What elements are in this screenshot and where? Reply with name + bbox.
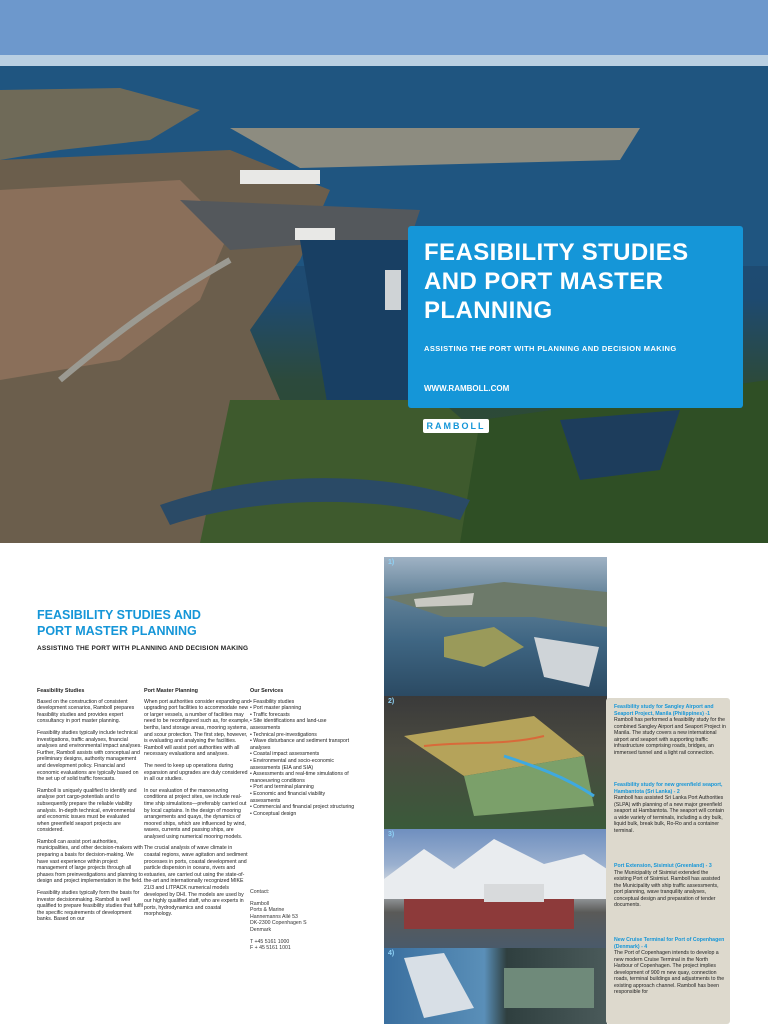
photo-sisimiut-harbour [384,829,607,948]
list-item: • Wave disturbance and sediment transport analyses [250,738,350,751]
paragraph: In our evaluation of the manoeuvring conditions at project sites, we include real-time ship simulations—preferably carried out by local captains. In the design of mooring arrangements and quays, the dynamics of moored ships, which are influenced by wind, waves, currents and passing ships, are analysed using numerical mooring models. [144,787,247,840]
paragraph: The need to keep up operations during expansion and upgrades are duly considered in all our studies. [144,762,248,783]
caption-title: New Cruise Terminal for Port of Copenhagen (Denmark) - 4 [614,937,725,950]
list-item: • Assessments and real-time simulations of manoeuvring conditions [250,771,349,784]
list-item: • Technical pre-investigations [250,731,317,738]
list-item: • Coastal impact assessments [250,751,320,758]
caption-title: Feasibility study for new greenfield seaport, Hambantota (Sri Lanka) - 2 [614,782,723,795]
caption-entry [614,863,726,909]
list-item: • Port and terminal planning [250,784,314,791]
caption-title: Port Extension, Sisimiut (Greenland) - 3 [614,863,712,869]
port-rendering-graphic [384,557,607,696]
photo-number: 2) [388,698,395,705]
list-item: • Port master planning [250,705,302,712]
paragraph: Ramboll can assist port authorities, municipalities, and other decision-makers with preparing a basis for decision-making. We have vast experience within project management of large projects through all phases from preinvestigations and planning to design and project implementation in the field. [37,838,143,885]
paragraph: Ramboll is uniquely qualified to identify and analyse port cargo-potentials and to subsequently prepare the reliable viability analysis. In-depth technical, environmental and economic issues must be evaluated when greenfield seaport projects are considered. [37,787,137,834]
contact-unit: Ports & Marine [250,907,285,914]
list-item: • Traffic forecasts [250,711,290,718]
column-heading: Feasibility Studies [37,688,85,694]
caption-title: Feasibility study for Sangley Airport and Seaport Project, Manila (Philippines) -1 [614,704,714,717]
caption-entry [614,704,726,756]
contact-street: Hannemanns Allé 53 [250,913,298,920]
photo-copenhagen-cruise [384,948,607,1024]
map-and-simulator-graphic [384,948,607,1024]
list-item: • Site identifications and land-use assessments [250,718,327,731]
contact-block [250,889,330,952]
cover-subtitle: ASSISTING THE PORT WITH PLANNING AND DECISION MAKING [424,344,677,353]
column-heading: Our Services [250,688,284,694]
cover-url-link[interactable]: WWW.RAMBOLL.COM [424,384,510,393]
caption-body: Ramboll has performed a feasibility study for the combined Sangley Airport and Seaport Project in Manila. The study covers a new international airport and seaport with supporting traffic infrastructure comprising roads, bridges, an immersed tunnel and a light rail connection. [614,717,726,756]
column-heading: Port Master Planning [144,688,198,694]
list-item: • Feasibility studies [250,698,295,705]
paragraph: When port authorities consider expanding and upgrading port facilities to accommodate new or larger vessels, a number of facilities may need to be reconfigured such as, for example, berths, land storage areas, mooring systems, and scour protection. The first step, however, is evaluating and analysing the facilities. Ramboll will assist port authorities with all necessary evaluations and analyses. [144,698,250,758]
caption-entry [614,937,726,996]
contact-company: Ramboll [250,900,270,907]
photo-number: 4) [388,950,395,957]
caption-body: The Port of Copenhagen intends to develop a new modern Cruise Terminal in the North Harbour of Copenhagen. The project implies development of 900 m new quay, connection roads, terminal buildings and adjustments to the existing approach channel. Ramboll has been responsible for [614,950,725,995]
contact-phone: T +45 5161 1000 [250,938,290,945]
list-item: • Economic and financial viability assessments [250,790,326,804]
photo-number: 3) [388,831,395,838]
port-model-graphic [384,696,607,829]
ramboll-logo: RAMBOLL [423,419,489,433]
paragraph: Based on the construction of consistent development scenarios, Ramboll prepares feasibility studies and provides expert consultancy in port master planning. [37,698,135,725]
caption-sidebar [606,698,730,1024]
caption-body: The Municipality of Sisimiut extended the existing Port of Sisimiut. Ramboll has assisted the Municipality with ship traffic assessments, port planning, wave tranquility analyses, conceptual design and preparation of tender documents. [614,869,721,908]
brochure-page [0,543,768,1024]
caption-body: Ramboll has assisted Sri Lanka Port Authorities (SLPA) with planning of a new major greenfield seaport at Hambantota. The seaport will contain a wide variety of terminals, including a dry bulk, liquid bulk, break bulk, Ro-Ro and a container terminal. [614,795,725,834]
cover-title-panel [408,226,743,408]
photo-number: 1) [388,559,395,566]
column-our-services [250,688,356,817]
contact-fax: F + 45 5161 1001 [250,945,291,952]
page-subtitle: ASSISTING THE PORT WITH PLANNING AND DECISION MAKING [37,645,249,652]
contact-city: DK-2300 Copenhagen S [250,920,307,927]
paragraph: The crucial analysis of wave climate in coastal regions, wave agitation and sediment processes in ports, coastal development and particle dispersion in oceans, rivers and estuaries, are carried out using the state-of-the-art and internationally recognized MIKE 21/3 and LITPACK numerical models developed by DHI. The models are used by our highly qualified staff, who are experts in ports, hydrodynamics and coastal morphology. [144,845,248,918]
cover-title: FEASIBILITY STUDIES AND PORT MASTER PLANNING [424,239,689,324]
list-item: • Commercial and financial project structuring [250,804,355,811]
column-port-master-planning [144,688,250,923]
contact-label: Contact: [250,889,270,895]
photo-hambantota-model [384,696,607,829]
photo-sangley-rendering [384,557,607,696]
services-list [250,699,356,818]
caption-entry [614,782,726,834]
paragraph: Feasibility studies typically form the basis for investor decisionmaking. Ramboll is well qualified to prepare feasibility studies that fulfil the specific requirements of development banks. Based on our [37,890,143,923]
column-feasibility [37,688,143,928]
list-item: • Environmental and socio-economic assessments (EIA and SIA) [250,757,334,771]
harbour-mountains-graphic [384,829,607,948]
contact-country: Denmark [250,926,272,933]
page-title: FEASIBILITY STUDIES AND PORT MASTER PLANNING [37,608,201,638]
paragraph: Feasibility studies typically include technical investigations, traffic analyses, financial analyses and environmental impact analyses. Further, Ramboll assists with conceptual and preliminary designs, authority management and development policy. Financial and economic evaluations are typically based on the set up of solid traffic forecasts. [37,729,142,783]
list-item: • Conceptual design [250,810,297,817]
